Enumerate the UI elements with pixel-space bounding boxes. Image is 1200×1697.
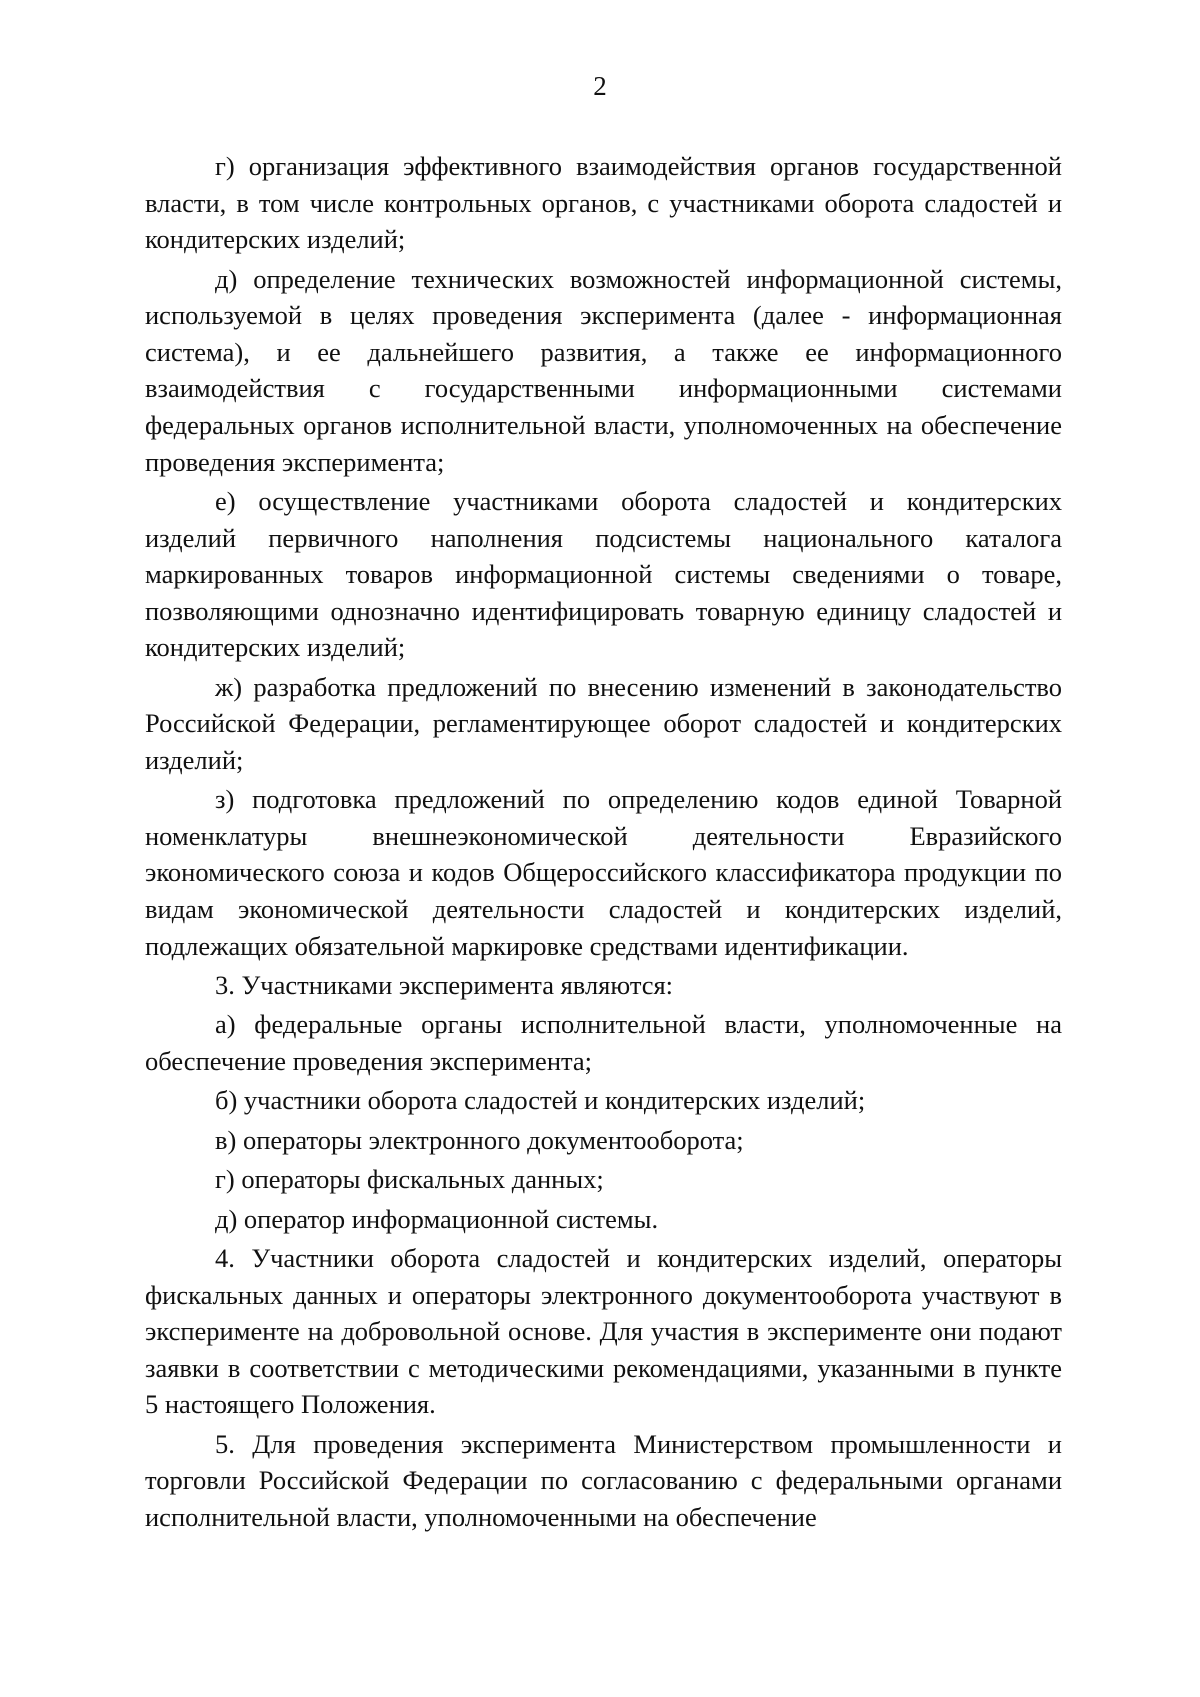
paragraph-4-voluntary-participation: 4. Участники оборота сладостей и кондитерских изделий, операторы фискальных данных и операторы электронного документооборота участвуют в эксперименте на добровольной основе. Для участия в эксперименте они подают заявки в соответствии с методическими рекомендациями, указанными в пункте 5 настоящего Положения. — [145, 1242, 1062, 1420]
paragraph-3v-edo-operators: в) операторы электронного документооборота; — [215, 1124, 744, 1155]
paragraph-3a-federal-bodies: а) федеральные органы исполнительной власти, уполномоченные на обеспечение проведения эксперимента; — [145, 1009, 1062, 1077]
paragraph-5-experiment-conduct: 5. Для проведения эксперимента Министерством промышленности и торговли Российской Федерации по согласованию с федеральными органами исполнительной власти, уполномоченными на обеспечение — [145, 1428, 1062, 1532]
paragraph-3-participants-heading: 3. Участниками эксперимента являются: — [215, 970, 674, 1001]
paragraph-e-catalog-filling: е) осуществление участниками оборота сладостей и кондитерских изделий первичного наполнения подсистемы национального каталога маркированных товаров информационной системы сведениями о товаре, позволяющими однозначно идентифицировать товарную единицу сладостей и кондитерских изделий; — [145, 485, 1062, 663]
paragraph-3d-system-operator: д) оператор информационной системы. — [215, 1203, 659, 1234]
paragraph-d-technical-capabilities: д) определение технических возможностей информационной системы, используемой в целях проведения эксперимента (далее - информационная система), и ее дальнейшего развития, а также ее информационного взаимодействия с государственными информационными системами федеральных органов исполнительной власти, уполномоченных на обеспечение проведения эксперимента; — [145, 263, 1062, 477]
paragraph-g-organization: г) организация эффективного взаимодействия органов государственной власти, в том числе контрольных органов, с участниками оборота сладостей и кондитерских изделий; — [145, 151, 1062, 255]
paragraph-3g-fiscal-operators: г) операторы фискальных данных; — [215, 1164, 604, 1195]
document-body — [145, 148, 1062, 1538]
paragraph-3b-turnover-participants: б) участники оборота сладостей и кондитерских изделий; — [215, 1085, 866, 1116]
paragraph-zh-legislation-proposals: ж) разработка предложений по внесению изменений в законодательство Российской Федерации, регламентирующее оборот сладостей и кондитерских изделий; — [145, 671, 1062, 775]
paragraph-z-codes-proposals: з) подготовка предложений по определению кодов единой Товарной номенклатуры внешнеэкономической деятельности Евразийского экономического союза и кодов Общероссийского классификатора продукции по видам экономической деятельности сладостей и кондитерских изделий, подлежащих обязательной маркировке средствами идентификации. — [145, 784, 1062, 961]
page-number: 2 — [593, 71, 607, 101]
